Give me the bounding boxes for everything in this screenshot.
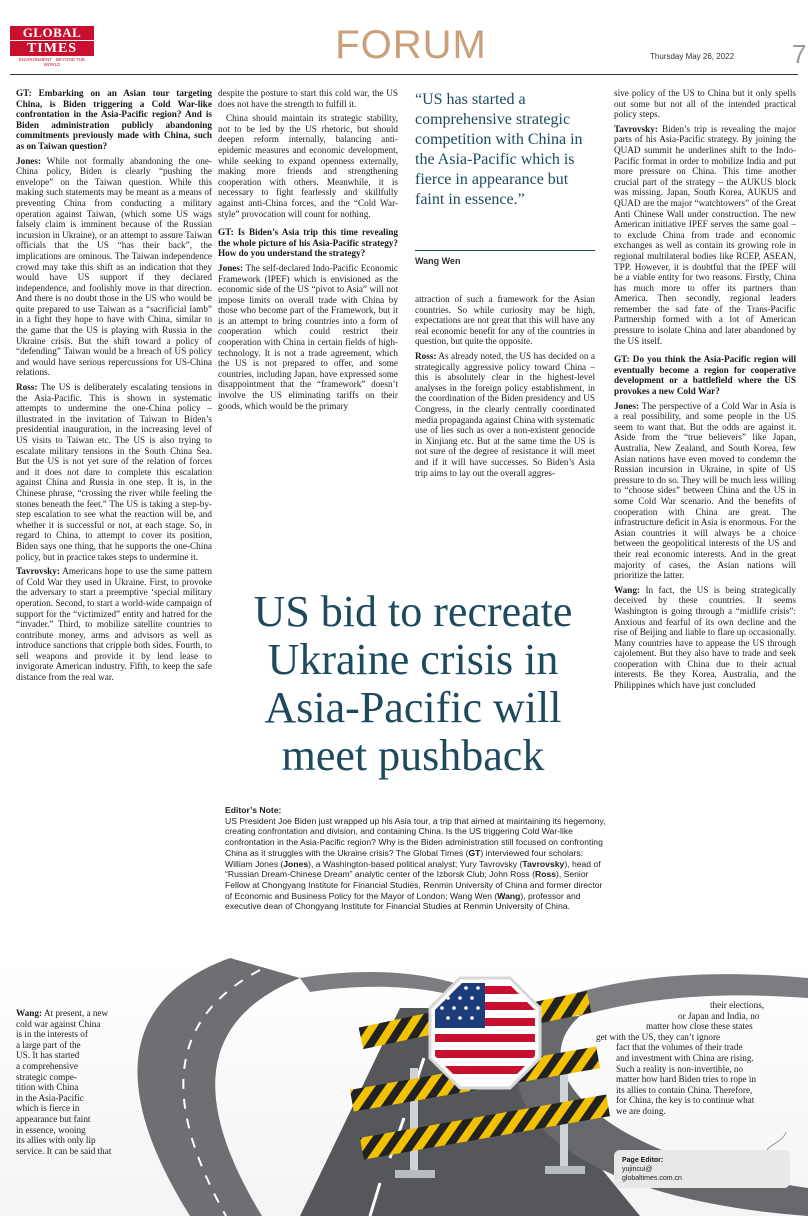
- column-1: [16, 88, 212, 1006]
- logo-bottom: TIMES: [10, 41, 94, 56]
- page-editor-title: Page Editor:: [622, 1157, 664, 1164]
- logo-top: GLOBAL: [10, 26, 94, 40]
- wrapped-line: in the Asia-Pacific: [16, 1092, 84, 1103]
- abbr-tavrovsky: Tavrovsky: [522, 858, 565, 869]
- column-4-wrapped-text: [596, 1000, 806, 1117]
- wrapped-line: appearance but faint: [16, 1113, 91, 1124]
- wrapped-line: cold war against China: [16, 1018, 101, 1029]
- editor-note-title: Editor’s Note:: [225, 805, 282, 815]
- page-editor-email-user[interactable]: yujincui@: [622, 1166, 653, 1173]
- section-title: FORUM: [335, 23, 487, 67]
- answer-text: As already noted, the US has decided on a strategically aggressive policy toward China – this is absolutely clear in the highest-level analyses in the foreign policy establishment, in the coordination of the Biden presidency and US Congress, in the clearly centrally coordinated media propaganda against China with systematic use of lies such as over a non-existent genocide in Xinjiang etc. But at the same time the US is not sure of the degree of resistance it will meet and if it will have successes. So Biden’s Asia trip aims to lay out the overall aggres-: [415, 350, 595, 478]
- speaker-label: Wang:: [16, 1008, 43, 1018]
- wrapped-line: we are doing.: [616, 1105, 666, 1116]
- wrapped-line: Wang: At present, a new: [16, 1008, 109, 1018]
- answer-text: The perspective of a Cold War in Asia is a real possibility, and some people in the US seem to want that. But the odds are against it. Aside from the “true believers” like Japan, Australia, New Zealand, and South Korea, few Asian nations have even moved to condemn the Russian incursion in Ukraine, in spite of US pressure to do so. They will be much less willing to “choose sides” between China and the US in some Cold War scenario. And the benefits of cooperation with China are great. The infrastructure deficit in Asia is enormous. For the Asian countries it will always be a choice between the geopolitical interests of the US and their real economic interests. And in the great majority of cases, the Asian nations will prioritize the latter.: [614, 400, 796, 581]
- logo-tagline: ENVIRONMENT · BEYOND THE WORLD: [18, 57, 86, 67]
- question-2: GT: Is Biden’s Asia trip this time revealing the whole picture of his Asia-Pacific strategy? How do you understand the strategy?: [218, 227, 398, 259]
- speaker-label: Wang:: [614, 584, 641, 595]
- column-3: [415, 294, 595, 566]
- masthead-rule: [10, 74, 798, 75]
- wrapped-line: a comprehensive: [16, 1060, 78, 1071]
- wrapped-line: or Japan and India, no: [678, 1010, 760, 1021]
- masthead: [0, 0, 808, 80]
- wrapped-line: its allies with only lip: [16, 1135, 96, 1146]
- editor-note-text: ), professor and executive dean of Chongyang Institute for Financial Studies at Renmin University of China.: [225, 890, 581, 912]
- wrapped-line: for China, the key is to continue what: [616, 1095, 755, 1106]
- speaker-label: Ross:: [16, 382, 38, 393]
- pull-quote-author: Wang Wen: [415, 256, 461, 266]
- issue-date: Thursday May 26, 2022: [650, 52, 735, 61]
- editor-note: [225, 805, 608, 912]
- answer-wang-3: [614, 585, 796, 691]
- editor-note-text: ) interviewed four scholars: William Jones (: [225, 847, 584, 869]
- editor-note-text: US President Joe Biden just wrapped up his Asia tour, a trip that aimed at maintaining its hegemony, creating confrontation and division, and containing China. Is the US triggering Cold War-like confrontation in the Asia-Pacific region? Why is the Biden administration still focused on confronting China as it struggles with the Ukraine crisis? The Global Times (: [225, 815, 606, 858]
- abbr-jones: Jones: [283, 858, 309, 869]
- global-times-logo[interactable]: [10, 25, 94, 67]
- abbr-wang: Wang: [497, 890, 521, 901]
- wrapped-line: their elections,: [710, 1000, 765, 1010]
- abbr-ross: Ross: [534, 869, 556, 880]
- answer-text: Americans hope to use the same pattern of Cold War they used in Ukraine. First, to provoke the adversary to start a preemptive ‘special military operation. Second, to start a world-wide campaign of support for the “victimized” entity and hatred for the “invader.” Third, to mobilize satellite countries to contribute money, arms and advisors as well as introduce sanctions that cripple both sides. Fourth, to sell weapons and provide it by lend lease to invigorate American industry. Fifth, to keep the safe distance from the real war.: [16, 566, 212, 683]
- answer-text: The self-declared Indo-Pacific Economic Framework (IPEF) which is envisioned as the economic side of the US “pivot to Asia” will not impose limits on overall trade with China by those who become part of the Framework, but it is an attempt to bring countries into a form of cooperation which could restrict their cooperation with China in certain fields of high-technology. It is not a trade agreement, which the US is not prepared to offer, and some countries, including Japan, have expressed some disappointment that the “framework” doesn’t involve the US eliminating tariffs on their goods, which would be the primary: [218, 262, 398, 411]
- pull-quote: “US has started a comprehensive strategic competition with China in the Asia-Pacific which is fierce in appearance but faint in essence.”: [415, 91, 583, 208]
- page-number: 7: [792, 39, 807, 69]
- wrapped-line: matter how hard Biden tries to rope in: [616, 1074, 757, 1085]
- wrapped-line: tition with China: [16, 1082, 79, 1093]
- editor-note-text: ), head of “Russian Dream-Chinese Dream” analytic center of the Izborsk Club; John Ross (: [225, 858, 601, 880]
- wrapped-line: strategic compe-: [16, 1071, 77, 1082]
- answer-jones-1: [16, 156, 212, 378]
- us-flag-stop-sign-icon: [430, 978, 540, 1088]
- abbr-gt: GT: [468, 847, 481, 858]
- answer-jones-2: [218, 263, 398, 411]
- column-4-continuation: sive policy of the US to China but it only spells out some but not all of the intended practical policy steps.: [614, 88, 796, 120]
- answer-text: The US is deliberately escalating tensions in the Asia-Pacific. This is shown in systematic attempts to undermine the one-China policy – illustrated in the invitation of Taiwan to Biden’s presidential inauguration, in the increasing level of US visits to Taiwan etc. The US is also trying to escalate military tensions in the South China Sea. But the US is not yet sure of the relation of forces and it does not dare to complete this escalation against China and Russia in one step. It is, in the Chinese phrase, “crossing the river while feeling the stones beneath the feet.” The US is taking a step-by-step escalation to see what the reaction will be, and whether it is successful or not, at each stage. So, in regard to China, to attempt to cover its position, Biden says one thing, that he supports the one-China policy, but in practice takes steps to undermine it.: [16, 382, 212, 562]
- speaker-label: Jones:: [218, 262, 244, 273]
- column-1-wrapped-text: [16, 1008, 216, 1156]
- wrapped-line: a large part of the: [16, 1039, 81, 1050]
- answer-text: While not formally abandoning the one-China policy, Biden is clearly “pushing the envelope” on the Taiwan question. While this making such statements may be meant as a means of preventing China from conducting a military operation against Taiwan, (which some US wags falsely claim is imminent because of the Russian incursion in Ukraine), or an attempt to assure Taiwan officials that the US “has their back”, the implications are ominous. The Taiwan independence crowd may take this shift as an indication that they would have US support if they declared independence, and foolishly move in that direction. And there is no doubt those in the US who would be quite prepared to use Taiwan as a “sacrificial lamb” in a fight they hope to have with China, similar to the game that the US is playing with Russia in the Ukraine crisis. But the shift toward a policy of “defending” Taiwan would be a breach of US policy and would have serious repercussions for US-China relations.: [16, 155, 212, 378]
- wrapped-line: in essence, wooing: [16, 1124, 86, 1135]
- column-2-paragraph: China should maintain its strategic stability, not to be led by the US rhetoric, but should deepen reform internally, balancing anti-epidemic measures and economic development, while seeking to expand openness externally, making more friends and strengthening cooperation with others. Meanwhile, it is necessary to fight fearlessly and skillfully against anti-China forces, and the “Cold War-style” provocation will count for nothing.: [218, 113, 398, 219]
- wrapped-line: service. It can be said that: [16, 1145, 112, 1156]
- answer-text: In fact, the US is being strategically deceived by these countries. It seems Washington is going through a “midlife crisis”: Anxious and fearful of its own decline and the rise of Beijing and liable to flare up occasionally. Many countries have to appease the US through cajolement. But they also have to trade and seek cooperation with China due to their actual interests. Be they Korea, Australia, and the Philippines which have just concluded: [614, 584, 796, 691]
- speaker-label: Tavrovsky:: [614, 123, 658, 134]
- pull-quote-rule: [415, 250, 595, 251]
- page-editor-box: [614, 1150, 790, 1188]
- wrapped-line: US. It has started: [16, 1050, 80, 1061]
- column-3-continuation: attraction of such a framework for the Asian countries. So while curiosity may be high, expectations are not great that this will have any real economic benefit for any of the countries in question, but quite the opposite.: [415, 294, 595, 347]
- wrapped-line: fact that the volumes of their trade: [616, 1042, 743, 1053]
- editor-note-text: ), Senior Fellow at Chongyang Institute for Financial Studies, Renmin University of China and former director of Economic and Business Policy for the Mayor of London; Wang Wen (: [225, 869, 603, 901]
- wrapped-line: matter how close these states: [646, 1021, 753, 1032]
- column-4: [614, 88, 796, 992]
- question-1: GT: Embarking on an Asian tour targeting China, is Biden triggering a Cold War-like confrontation in the Asia-Pacific region? And is Biden administration publicly abandoning commitments previously made with China, such as on Taiwan question?: [16, 88, 212, 151]
- column-2: [218, 88, 398, 566]
- answer-tavrovsky-2: [614, 124, 796, 346]
- wrapped-line: is in the interests of: [16, 1029, 88, 1040]
- answer-ross-1: [16, 382, 212, 562]
- article-headline: US bid to recreate Ukraine crisis in Asia-Pacific will meet pushback: [253, 587, 573, 780]
- speaker-label: Tavrovsky:: [16, 566, 60, 577]
- editor-note-text: ), a Washington-based political analyst; Yury Tavrovsky (: [308, 858, 523, 869]
- wrapped-line: get with the US, they can’t ignore: [596, 1031, 721, 1042]
- answer-ross-2: [415, 351, 595, 478]
- wrapped-line: and investment with China are rising.: [616, 1052, 754, 1063]
- wrapped-line: its allies to contain China. Therefore,: [616, 1084, 753, 1095]
- speaker-label: Ross:: [415, 350, 437, 361]
- answer-jones-3: [614, 401, 796, 581]
- question-3: GT: Do you think the Asia-Pacific region will eventually become a region for cooperative development or a battlefield where the US provokes a new Cold War?: [614, 354, 796, 397]
- wrapped-line: Such a reality is non-invertible, no: [616, 1063, 744, 1074]
- column-2-continuation: despite the posture to start this cold war, the US does not have the strength to fulfill it.: [218, 88, 398, 109]
- wrapped-line: which is fierce in: [16, 1103, 80, 1114]
- speaker-label: Jones:: [16, 155, 42, 166]
- answer-tavrovsky-1: [16, 566, 212, 683]
- page-editor-email-domain[interactable]: globaltimes.com.cn: [622, 1175, 682, 1182]
- answer-text: Biden’s trip is revealing the major parts of his Asia-Pacific strategy. By joining the QUAD summit he underlines shift to the Indo-Pacific format in order to mobilize India and put more pressure on China. This time another crucial part of the strategy – the AUKUS block was missing. Japan, South Korea, AUKUS and QUAD are the major “watchtowers” of the Great Anti Chinese Wall under construction. The new American initiative IPEF serves the same goal – to exclude China from trade and economic exchanges as well as contain its growing role in regional multilateral bodies like RCEP, ASEAN, TPP. However, it is doubtful that the IPEF will be a viable entity for two reasons. Firstly, China has much more to offer its partners than America. Then secondly, regional leaders remember the sad fate of the Trans-Pacific Partnership formed with a lot of American pressure to isolate China and later abandoned by the US itself.: [614, 123, 796, 346]
- speaker-label: Jones:: [614, 400, 640, 411]
